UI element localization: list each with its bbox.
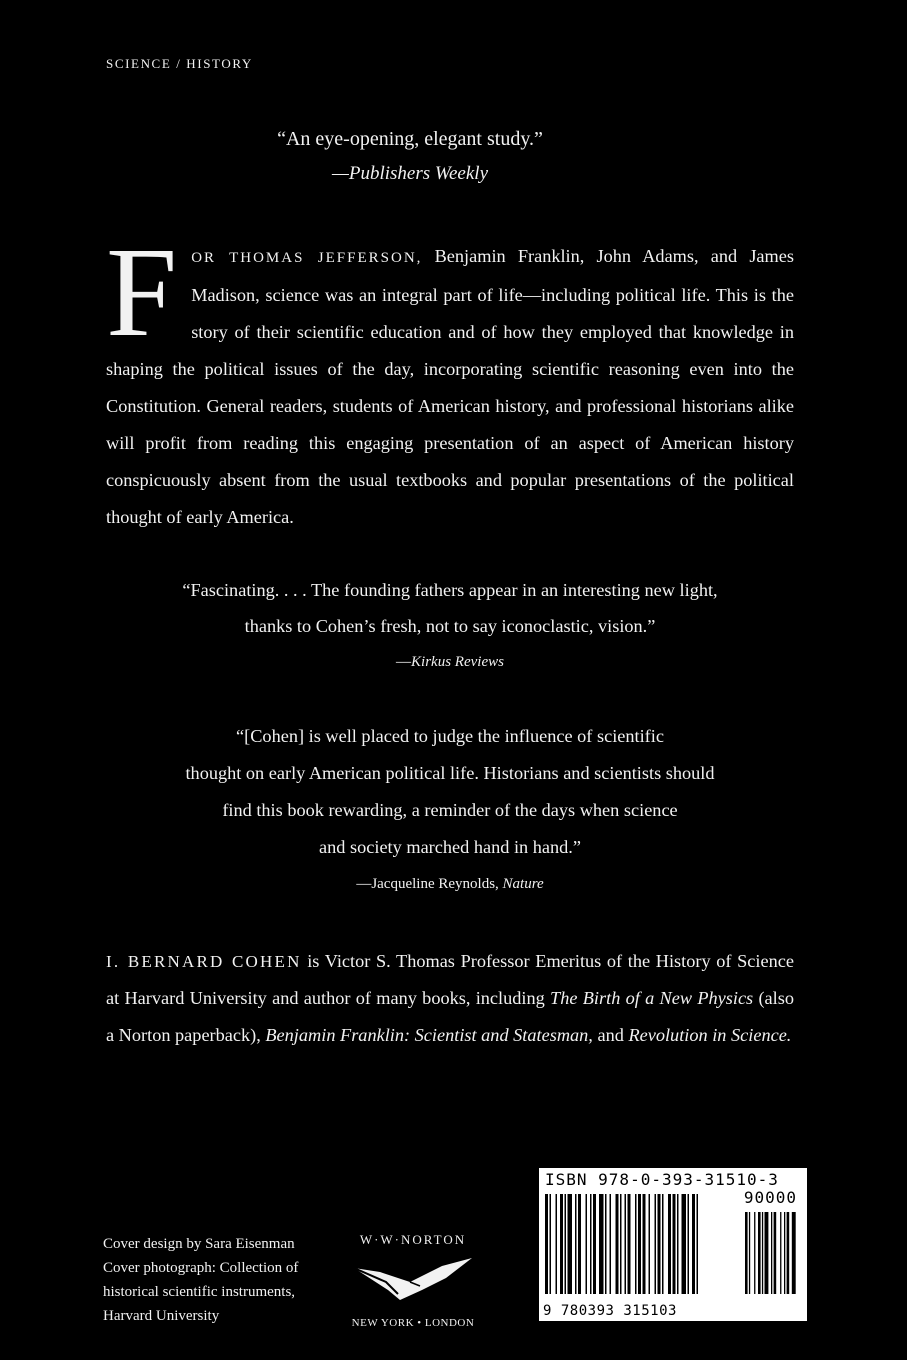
quote-source: —Publishers Weekly	[331, 163, 489, 184]
publisher-name: W·W·NORTON	[359, 1232, 467, 1247]
quote-nature	[106, 718, 794, 903]
author-bio: I. BERNARD COHEN is Victor S. Thomas Professor Emeritus of the History of Science at Harvard University and author of many books, including The Birth of a New Physics (also a Norton paperback), Benjamin Franklin: Scientist and Statesman, and Revolution in Science.	[106, 951, 794, 1045]
description-body: Benjamin Franklin, John Adams, and James Madison, science was an integral part of life—including political life. This is the story of their scientific education and of how they employed that knowledge in shaping the political issues of the day, incorporating scientific reasoning even into the Constitution. General readers, students of American history, and professional historians alike will profit from reading this engaging presentation of an aspect of American history conspicuously absent from the usual textbooks and popular presentations of the political thought of early America.	[106, 246, 794, 527]
book-title: The Birth of a New Physics	[550, 988, 754, 1008]
quote-line: “[Cohen] is well placed to judge the influence of scientific	[236, 726, 664, 746]
quote-line: thanks to Cohen’s fresh, not to say iconoclastic, vision.”	[244, 616, 656, 636]
ean-number: 9 780393 315103	[543, 1303, 677, 1319]
publisher-cities: NEW YORK • LONDON	[351, 1317, 475, 1329]
publisher-logo	[350, 1232, 476, 1329]
isbn-barcode	[539, 1168, 807, 1321]
book-title: Revolution in Science.	[628, 1025, 792, 1045]
cover-credits: Cover design by Sara Eisenman Cover photograph: Collection of historical scientific instruments, Harvard University	[103, 1236, 299, 1324]
quote-line: thought on early American political life. Historians and scientists should	[185, 763, 715, 783]
quote-source: —Jacqueline Reynolds, Nature	[356, 876, 544, 892]
book-description	[106, 221, 794, 536]
quote-source: —Kirkus Reviews	[396, 654, 504, 670]
quote-publishers-weekly	[0, 128, 820, 185]
book-title: Benjamin Franklin: Scientist and Statesman,	[265, 1025, 593, 1045]
isbn-text: ISBN 978-0-393-31510-3	[545, 1170, 779, 1189]
quote-line: find this book rewarding, a reminder of the days when science	[222, 800, 678, 820]
quote-line: “Fascinating. . . . The founding fathers appear in an interesting new light,	[182, 580, 718, 600]
category-label: SCIENCE / HISTORY	[106, 56, 253, 71]
quote-text: “An eye-opening, elegant study.”	[277, 128, 543, 150]
quote-line: and society marched hand in hand.”	[319, 837, 581, 857]
price-code: 90000	[743, 1188, 797, 1207]
drop-cap: F	[106, 221, 178, 363]
quote-kirkus	[106, 572, 794, 680]
seagull-icon	[350, 1248, 476, 1308]
author-name: I. BERNARD COHEN	[106, 952, 302, 971]
description-smallcaps: OR THOMAS JEFFERSON,	[191, 250, 423, 266]
